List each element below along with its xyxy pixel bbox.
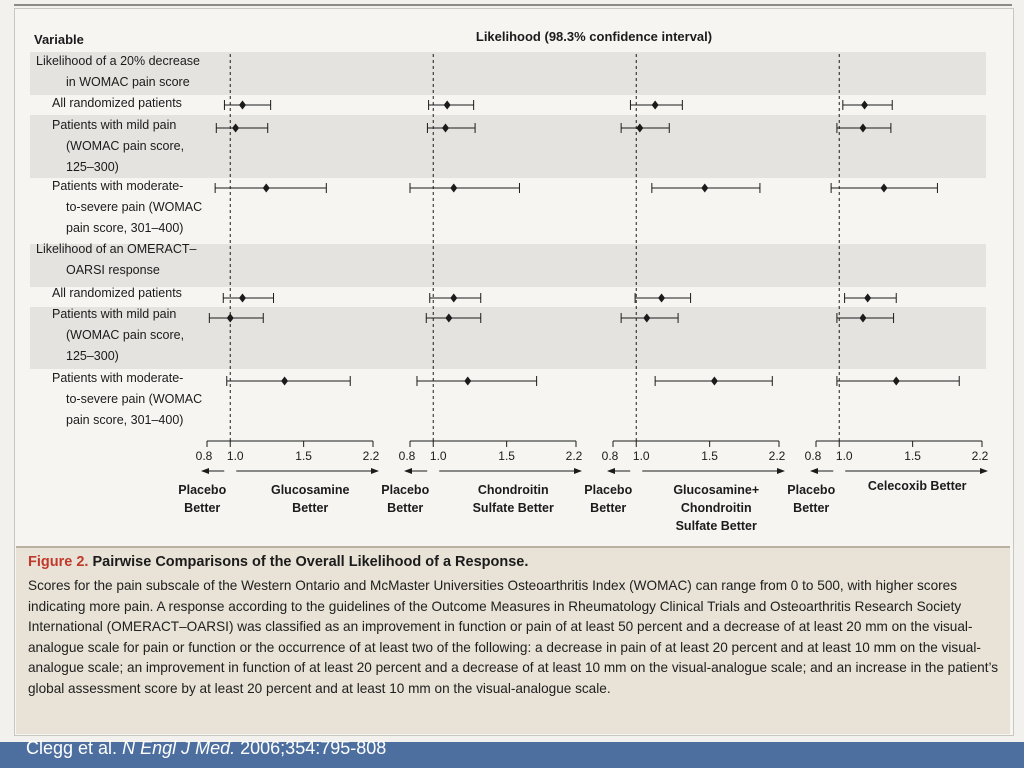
arrow-left-head-0 <box>201 468 209 474</box>
caption-title-text: Pairwise Comparisons of the Overall Likelihood of a Response. <box>92 554 529 570</box>
variable-header: Variable <box>34 32 84 47</box>
citation <box>26 738 386 759</box>
row-label-2-line-0: Patients with mild pain <box>52 118 177 132</box>
row-label-6-line-1: (WOMAC pain score, <box>66 328 185 342</box>
row-label-3-line-2: pain score, 301–400) <box>66 221 184 235</box>
tick-label-3-1: 1.0 <box>835 449 853 463</box>
arrow-left-head-1 <box>404 468 412 474</box>
tick-label-2-1: 1.0 <box>632 449 650 463</box>
estimate-point-0-5 <box>281 377 288 386</box>
arrow-left-head-3 <box>810 468 818 474</box>
tick-label-1-0: 0.8 <box>398 449 416 463</box>
left-direction-label-3-0: Placebo <box>787 483 836 497</box>
likelihood-header: Likelihood (98.3% confidence interval) <box>475 29 713 44</box>
arrow-right-head-2 <box>777 468 785 474</box>
tick-label-3-2: 1.5 <box>904 449 921 463</box>
left-direction-label-2-1: Better <box>590 501 627 515</box>
estimate-point-3-0 <box>861 101 868 110</box>
citation-details: 2006;354:795-808 <box>240 738 387 758</box>
tick-label-0-3: 2.2 <box>362 449 380 463</box>
estimate-point-2-2 <box>701 184 708 193</box>
arrow-right-head-3 <box>980 468 988 474</box>
row-label-7-line-1: to-severe pain (WOMAC <box>66 392 203 406</box>
tick-label-3-0: 0.8 <box>804 449 822 463</box>
tick-label-1-2: 1.5 <box>498 449 515 463</box>
tick-label-0-0: 0.8 <box>195 449 213 463</box>
right-direction-label-0-0: Glucosamine <box>270 483 350 497</box>
row-label-7-line-0: Patients with moderate- <box>52 371 184 385</box>
right-direction-label-1-0: Chondroitin <box>477 483 549 497</box>
row-label-0-line-0: Likelihood of a 20% decrease <box>36 54 201 68</box>
row-label-3-line-1: to-severe pain (WOMAC <box>66 200 203 214</box>
estimate-point-2-3 <box>658 294 665 303</box>
row-label-3-line-0: Patients with moderate- <box>52 179 184 193</box>
tick-label-0-2: 1.5 <box>295 449 312 463</box>
right-direction-label-0-1: Better <box>292 501 329 515</box>
caption-figure-label: Figure 2. <box>28 554 89 570</box>
estimate-point-1-3 <box>450 294 457 303</box>
row-label-1-line-0: All randomized patients <box>52 96 182 110</box>
right-direction-label-1-1: Sulfate Better <box>472 501 554 515</box>
row-label-7-line-2: pain score, 301–400) <box>66 413 184 427</box>
citation-journal: N Engl J Med. <box>122 738 236 758</box>
right-direction-label-2-1: Chondroitin <box>680 501 752 515</box>
row-label-6-line-0: Patients with mild pain <box>52 307 177 321</box>
estimate-point-1-0 <box>444 101 451 110</box>
tick-label-3-3: 2.2 <box>971 449 989 463</box>
tick-label-1-1: 1.0 <box>429 449 447 463</box>
row-label-0-line-1: in WOMAC pain score <box>66 75 190 89</box>
left-direction-label-3-1: Better <box>793 501 830 515</box>
estimate-point-1-2 <box>450 184 457 193</box>
estimate-point-1-5 <box>464 377 471 386</box>
citation-authors: Clegg et al. <box>26 738 118 758</box>
estimate-point-0-2 <box>263 184 270 193</box>
left-direction-label-1-1: Better <box>387 501 424 515</box>
estimate-point-0-0 <box>239 101 246 110</box>
caption-title <box>28 554 528 570</box>
figure-caption <box>16 546 1010 734</box>
row-label-2-line-2: 125–300) <box>66 160 119 174</box>
left-direction-label-0-0: Placebo <box>178 483 227 497</box>
estimate-point-3-2 <box>880 184 887 193</box>
row-label-4-line-1: OARSI response <box>66 263 160 277</box>
estimate-point-3-3 <box>864 294 871 303</box>
left-direction-label-2-0: Placebo <box>584 483 633 497</box>
tick-label-0-1: 1.0 <box>226 449 244 463</box>
arrow-right-head-0 <box>371 468 379 474</box>
tick-label-1-3: 2.2 <box>565 449 583 463</box>
row-label-5-line-0: All randomized patients <box>52 286 182 300</box>
row-label-4-line-0: Likelihood of an OMERACT– <box>36 242 197 256</box>
tick-label-2-2: 1.5 <box>701 449 718 463</box>
right-direction-label-3-0: Celecoxib Better <box>867 479 967 493</box>
tick-label-2-0: 0.8 <box>601 449 619 463</box>
left-direction-label-1-0: Placebo <box>381 483 430 497</box>
estimate-point-3-5 <box>893 377 900 386</box>
row-label-6-line-2: 125–300) <box>66 349 119 363</box>
estimate-point-2-0 <box>652 101 659 110</box>
tick-label-2-3: 2.2 <box>768 449 786 463</box>
estimate-point-0-3 <box>239 294 246 303</box>
caption-body: Scores for the pain subscale of the Western Ontario and McMaster Universities Osteoarthritis Index (WOMAC) can range from 0 to 500, with higher scores indicating more pain. A response according to the guidelines of the Outcome Measures in Rheumatology Clinical Trials and Osteoarthritis Research Society International (OMERACT–OARSI) was classified as an improvement in function or pain of at least 50 percent and a decrease of at least 20 mm on the visual-analogue scale for pain or function or the occurrence of at least two of the following: a decrease in pain of at least 20 percent and at least 10 mm on the visual-analogue scale; an improvement in function of at least 20 percent and a decrease of at least 10 mm on the visual-analogue scale; and an increase in the patient’s global assessment score by at least 20 percent and at least 10 mm on the visual-analogue scale. <box>28 578 999 696</box>
arrow-left-head-2 <box>607 468 615 474</box>
estimate-point-2-5 <box>711 377 718 386</box>
row-label-2-line-1: (WOMAC pain score, <box>66 139 185 153</box>
right-direction-label-2-0: Glucosamine+ <box>673 483 760 497</box>
left-direction-label-0-1: Better <box>184 501 221 515</box>
right-direction-label-2-2: Sulfate Better <box>675 519 757 533</box>
arrow-right-head-1 <box>574 468 582 474</box>
